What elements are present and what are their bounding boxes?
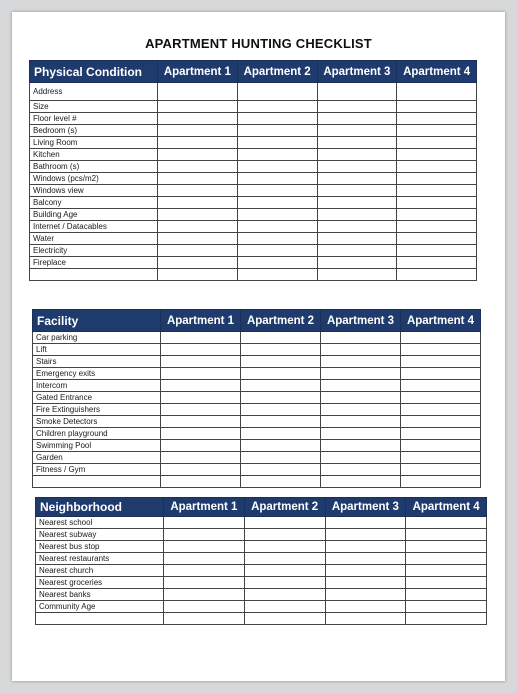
row-label: Kitchen — [30, 149, 158, 161]
entry-cell-apartment-2[interactable] — [241, 332, 321, 344]
table-row — [30, 101, 477, 113]
entry-cell-apartment-4[interactable] — [401, 404, 481, 416]
entry-cell-apartment-2[interactable] — [244, 589, 325, 601]
column-header-apartment-4: Apartment 4 — [406, 498, 487, 517]
table-row — [30, 161, 477, 173]
table-row — [30, 197, 477, 209]
table-row — [30, 137, 477, 149]
entry-cell-apartment-2[interactable] — [237, 101, 317, 113]
table-row — [30, 257, 477, 269]
entry-cell-apartment-3[interactable] — [317, 125, 397, 137]
row-label: Electricity — [30, 245, 158, 257]
table-row — [33, 380, 481, 392]
table-row — [36, 553, 487, 565]
entry-cell-apartment-1[interactable] — [164, 517, 245, 529]
column-header-apartment-3: Apartment 3 — [325, 498, 406, 517]
entry-cell-apartment-1[interactable] — [164, 565, 245, 577]
entry-cell-apartment-4[interactable] — [397, 161, 477, 173]
entry-cell-apartment-4[interactable] — [406, 565, 487, 577]
table-row — [30, 245, 477, 257]
facility-table — [32, 309, 481, 488]
entry-cell-apartment-4[interactable] — [397, 221, 477, 233]
section-header: Physical Condition — [30, 61, 158, 83]
entry-cell-apartment-2[interactable] — [237, 257, 317, 269]
entry-cell-apartment-2[interactable] — [241, 440, 321, 452]
table-row — [30, 173, 477, 185]
entry-cell-apartment-2[interactable] — [237, 185, 317, 197]
entry-cell-apartment-4[interactable] — [401, 428, 481, 440]
entry-cell-apartment-4[interactable] — [397, 269, 477, 281]
row-label: Lift — [33, 344, 161, 356]
column-header-apartment-3: Apartment 3 — [321, 310, 401, 332]
row-label: Emergency exits — [33, 368, 161, 380]
row-label: Windows (pcs/m2) — [30, 173, 158, 185]
entry-cell-apartment-1[interactable] — [158, 257, 238, 269]
entry-cell-apartment-3[interactable] — [321, 380, 401, 392]
entry-cell-apartment-3[interactable] — [317, 101, 397, 113]
entry-cell-apartment-4[interactable] — [401, 440, 481, 452]
table-row — [33, 332, 481, 344]
table-row — [36, 613, 487, 625]
entry-cell-apartment-1[interactable] — [161, 380, 241, 392]
entry-cell-apartment-2[interactable] — [237, 209, 317, 221]
table-row — [30, 113, 477, 125]
column-header-apartment-2: Apartment 2 — [241, 310, 321, 332]
entry-cell-apartment-2[interactable] — [241, 344, 321, 356]
entry-cell-apartment-4[interactable] — [397, 113, 477, 125]
entry-cell-apartment-3[interactable] — [321, 428, 401, 440]
entry-cell-apartment-3[interactable] — [317, 221, 397, 233]
entry-cell-apartment-3[interactable] — [317, 185, 397, 197]
row-label: Car parking — [33, 332, 161, 344]
entry-cell-apartment-3[interactable] — [317, 245, 397, 257]
row-label: Nearest groceries — [36, 577, 164, 589]
entry-cell-apartment-4[interactable] — [401, 452, 481, 464]
row-label — [30, 269, 158, 281]
column-header-apartment-3: Apartment 3 — [317, 61, 397, 83]
entry-cell-apartment-1[interactable] — [161, 404, 241, 416]
table-row — [33, 476, 481, 488]
entry-cell-apartment-2[interactable] — [241, 392, 321, 404]
entry-cell-apartment-1[interactable] — [164, 601, 245, 613]
entry-cell-apartment-2[interactable] — [237, 161, 317, 173]
entry-cell-apartment-4[interactable] — [397, 173, 477, 185]
entry-cell-apartment-2[interactable] — [237, 173, 317, 185]
entry-cell-apartment-4[interactable] — [401, 332, 481, 344]
row-label: Living Room — [30, 137, 158, 149]
entry-cell-apartment-1[interactable] — [161, 428, 241, 440]
column-header-apartment-1: Apartment 1 — [164, 498, 245, 517]
section-header: Facility — [33, 310, 161, 332]
row-label: Fireplace — [30, 257, 158, 269]
entry-cell-apartment-4[interactable] — [397, 185, 477, 197]
entry-cell-apartment-3[interactable] — [317, 197, 397, 209]
entry-cell-apartment-1[interactable] — [161, 476, 241, 488]
row-label: Building Age — [30, 209, 158, 221]
entry-cell-apartment-2[interactable] — [244, 529, 325, 541]
entry-cell-apartment-1[interactable] — [161, 368, 241, 380]
entry-cell-apartment-1[interactable] — [164, 553, 245, 565]
entry-cell-apartment-1[interactable] — [158, 101, 238, 113]
row-label: Gated Entrance — [33, 392, 161, 404]
table-row — [30, 269, 477, 281]
entry-cell-apartment-3[interactable] — [325, 529, 406, 541]
row-label — [36, 613, 164, 625]
entry-cell-apartment-3[interactable] — [317, 149, 397, 161]
entry-cell-apartment-2[interactable] — [237, 269, 317, 281]
row-label: Fitness / Gym — [33, 464, 161, 476]
table-row — [36, 517, 487, 529]
table-row — [33, 428, 481, 440]
entry-cell-apartment-4[interactable] — [406, 541, 487, 553]
entry-cell-apartment-4[interactable] — [401, 356, 481, 368]
entry-cell-apartment-1[interactable] — [158, 125, 238, 137]
entry-cell-apartment-3[interactable] — [317, 209, 397, 221]
column-header-apartment-1: Apartment 1 — [161, 310, 241, 332]
row-label: Nearest banks — [36, 589, 164, 601]
table-row — [30, 185, 477, 197]
entry-cell-apartment-3[interactable] — [325, 589, 406, 601]
entry-cell-apartment-3[interactable] — [321, 404, 401, 416]
table-row — [33, 368, 481, 380]
entry-cell-apartment-1[interactable] — [161, 356, 241, 368]
table-row — [30, 221, 477, 233]
entry-cell-apartment-4[interactable] — [406, 589, 487, 601]
row-label: Nearest subway — [36, 529, 164, 541]
entry-cell-apartment-3[interactable] — [317, 233, 397, 245]
entry-cell-apartment-3[interactable] — [317, 83, 397, 101]
table-row — [36, 589, 487, 601]
section-header: Neighborhood — [36, 498, 164, 517]
neighborhood-table — [35, 497, 487, 625]
entry-cell-apartment-1[interactable] — [158, 221, 238, 233]
entry-cell-apartment-2[interactable] — [237, 221, 317, 233]
entry-cell-apartment-2[interactable] — [244, 613, 325, 625]
entry-cell-apartment-4[interactable] — [397, 125, 477, 137]
row-label: Water — [30, 233, 158, 245]
table-row — [36, 565, 487, 577]
entry-cell-apartment-1[interactable] — [161, 344, 241, 356]
entry-cell-apartment-1[interactable] — [158, 269, 238, 281]
table-row — [33, 416, 481, 428]
entry-cell-apartment-2[interactable] — [237, 125, 317, 137]
entry-cell-apartment-3[interactable] — [321, 440, 401, 452]
entry-cell-apartment-2[interactable] — [241, 416, 321, 428]
entry-cell-apartment-2[interactable] — [241, 356, 321, 368]
entry-cell-apartment-4[interactable] — [401, 464, 481, 476]
entry-cell-apartment-4[interactable] — [397, 245, 477, 257]
row-label: Nearest school — [36, 517, 164, 529]
table-row — [33, 464, 481, 476]
entry-cell-apartment-2[interactable] — [241, 476, 321, 488]
table-row — [33, 356, 481, 368]
entry-cell-apartment-1[interactable] — [164, 613, 245, 625]
entry-cell-apartment-1[interactable] — [161, 452, 241, 464]
row-label: Garden — [33, 452, 161, 464]
entry-cell-apartment-4[interactable] — [406, 517, 487, 529]
entry-cell-apartment-2[interactable] — [237, 113, 317, 125]
entry-cell-apartment-1[interactable] — [164, 529, 245, 541]
entry-cell-apartment-2[interactable] — [244, 553, 325, 565]
row-label: Smoke Detectors — [33, 416, 161, 428]
row-label: Fire Extinguishers — [33, 404, 161, 416]
page-title: APARTMENT HUNTING CHECKLIST — [145, 36, 372, 51]
entry-cell-apartment-4[interactable] — [406, 601, 487, 613]
entry-cell-apartment-1[interactable] — [158, 185, 238, 197]
entry-cell-apartment-3[interactable] — [317, 137, 397, 149]
row-label: Nearest bus stop — [36, 541, 164, 553]
row-label: Bedroom (s) — [30, 125, 158, 137]
entry-cell-apartment-4[interactable] — [397, 149, 477, 161]
entry-cell-apartment-3[interactable] — [325, 541, 406, 553]
entry-cell-apartment-2[interactable] — [244, 577, 325, 589]
entry-cell-apartment-1[interactable] — [161, 440, 241, 452]
entry-cell-apartment-4[interactable] — [401, 344, 481, 356]
entry-cell-apartment-3[interactable] — [317, 173, 397, 185]
table-row — [30, 233, 477, 245]
entry-cell-apartment-4[interactable] — [397, 101, 477, 113]
entry-cell-apartment-1[interactable] — [161, 464, 241, 476]
row-label: Internet / Datacables — [30, 221, 158, 233]
entry-cell-apartment-3[interactable] — [321, 356, 401, 368]
entry-cell-apartment-3[interactable] — [317, 161, 397, 173]
entry-cell-apartment-1[interactable] — [161, 332, 241, 344]
entry-cell-apartment-1[interactable] — [158, 83, 238, 101]
entry-cell-apartment-2[interactable] — [241, 404, 321, 416]
entry-cell-apartment-4[interactable] — [397, 209, 477, 221]
entry-cell-apartment-1[interactable] — [158, 161, 238, 173]
row-label: Community Age — [36, 601, 164, 613]
table-row — [36, 577, 487, 589]
entry-cell-apartment-4[interactable] — [406, 553, 487, 565]
entry-cell-apartment-3[interactable] — [321, 332, 401, 344]
table-row — [33, 344, 481, 356]
entry-cell-apartment-2[interactable] — [244, 541, 325, 553]
entry-cell-apartment-4[interactable] — [397, 233, 477, 245]
entry-cell-apartment-2[interactable] — [237, 245, 317, 257]
entry-cell-apartment-1[interactable] — [158, 209, 238, 221]
entry-cell-apartment-4[interactable] — [406, 529, 487, 541]
physical-condition-table — [29, 60, 477, 281]
entry-cell-apartment-3[interactable] — [317, 269, 397, 281]
entry-cell-apartment-3[interactable] — [325, 565, 406, 577]
entry-cell-apartment-1[interactable] — [158, 197, 238, 209]
entry-cell-apartment-2[interactable] — [237, 197, 317, 209]
column-header-apartment-2: Apartment 2 — [244, 498, 325, 517]
entry-cell-apartment-3[interactable] — [317, 113, 397, 125]
column-header-apartment-4: Apartment 4 — [397, 61, 477, 83]
row-label: Stairs — [33, 356, 161, 368]
entry-cell-apartment-2[interactable] — [237, 83, 317, 101]
header-row — [36, 498, 487, 517]
entry-cell-apartment-3[interactable] — [325, 553, 406, 565]
table-row — [30, 209, 477, 221]
entry-cell-apartment-1[interactable] — [164, 541, 245, 553]
row-label: Windows view — [30, 185, 158, 197]
entry-cell-apartment-3[interactable] — [325, 613, 406, 625]
entry-cell-apartment-2[interactable] — [244, 517, 325, 529]
entry-cell-apartment-2[interactable] — [237, 137, 317, 149]
entry-cell-apartment-4[interactable] — [401, 476, 481, 488]
entry-cell-apartment-4[interactable] — [401, 416, 481, 428]
entry-cell-apartment-1[interactable] — [161, 416, 241, 428]
table-row — [33, 452, 481, 464]
table-row — [36, 529, 487, 541]
row-label: Floor level # — [30, 113, 158, 125]
column-header-apartment-1: Apartment 1 — [158, 61, 238, 83]
entry-cell-apartment-1[interactable] — [158, 149, 238, 161]
row-label: Bathroom (s) — [30, 161, 158, 173]
header-row — [33, 310, 481, 332]
column-header-apartment-2: Apartment 2 — [237, 61, 317, 83]
entry-cell-apartment-1[interactable] — [158, 113, 238, 125]
entry-cell-apartment-3[interactable] — [317, 257, 397, 269]
table-row — [33, 392, 481, 404]
entry-cell-apartment-1[interactable] — [161, 392, 241, 404]
row-label: Nearest restaurants — [36, 553, 164, 565]
table-row — [30, 83, 477, 101]
entry-cell-apartment-1[interactable] — [158, 245, 238, 257]
table-row — [30, 125, 477, 137]
entry-cell-apartment-3[interactable] — [321, 464, 401, 476]
entry-cell-apartment-3[interactable] — [325, 517, 406, 529]
entry-cell-apartment-3[interactable] — [321, 416, 401, 428]
entry-cell-apartment-1[interactable] — [158, 137, 238, 149]
entry-cell-apartment-2[interactable] — [241, 452, 321, 464]
row-label: Swimming Pool — [33, 440, 161, 452]
row-label — [33, 476, 161, 488]
table-row — [33, 404, 481, 416]
entry-cell-apartment-4[interactable] — [397, 197, 477, 209]
entry-cell-apartment-2[interactable] — [241, 368, 321, 380]
entry-cell-apartment-2[interactable] — [237, 149, 317, 161]
row-label: Children playground — [33, 428, 161, 440]
table-row — [36, 601, 487, 613]
entry-cell-apartment-4[interactable] — [406, 577, 487, 589]
entry-cell-apartment-2[interactable] — [241, 428, 321, 440]
entry-cell-apartment-3[interactable] — [321, 344, 401, 356]
entry-cell-apartment-1[interactable] — [158, 233, 238, 245]
entry-cell-apartment-3[interactable] — [321, 476, 401, 488]
checklist-page — [12, 12, 505, 681]
entry-cell-apartment-3[interactable] — [321, 452, 401, 464]
row-label: Address — [30, 83, 158, 101]
entry-cell-apartment-3[interactable] — [321, 392, 401, 404]
entry-cell-apartment-3[interactable] — [325, 601, 406, 613]
entry-cell-apartment-1[interactable] — [164, 589, 245, 601]
entry-cell-apartment-4[interactable] — [401, 392, 481, 404]
entry-cell-apartment-4[interactable] — [397, 257, 477, 269]
entry-cell-apartment-4[interactable] — [397, 137, 477, 149]
entry-cell-apartment-2[interactable] — [244, 565, 325, 577]
entry-cell-apartment-4[interactable] — [406, 613, 487, 625]
entry-cell-apartment-3[interactable] — [325, 577, 406, 589]
entry-cell-apartment-2[interactable] — [241, 464, 321, 476]
entry-cell-apartment-2[interactable] — [244, 601, 325, 613]
entry-cell-apartment-4[interactable] — [401, 380, 481, 392]
entry-cell-apartment-4[interactable] — [397, 83, 477, 101]
table-row — [30, 149, 477, 161]
row-label: Size — [30, 101, 158, 113]
entry-cell-apartment-2[interactable] — [241, 380, 321, 392]
row-label: Balcony — [30, 197, 158, 209]
entry-cell-apartment-1[interactable] — [164, 577, 245, 589]
row-label: Nearest church — [36, 565, 164, 577]
header-row — [30, 61, 477, 83]
table-row — [36, 541, 487, 553]
table-row — [33, 440, 481, 452]
entry-cell-apartment-4[interactable] — [401, 368, 481, 380]
column-header-apartment-4: Apartment 4 — [401, 310, 481, 332]
row-label: Intercom — [33, 380, 161, 392]
entry-cell-apartment-1[interactable] — [158, 173, 238, 185]
entry-cell-apartment-3[interactable] — [321, 368, 401, 380]
entry-cell-apartment-2[interactable] — [237, 233, 317, 245]
